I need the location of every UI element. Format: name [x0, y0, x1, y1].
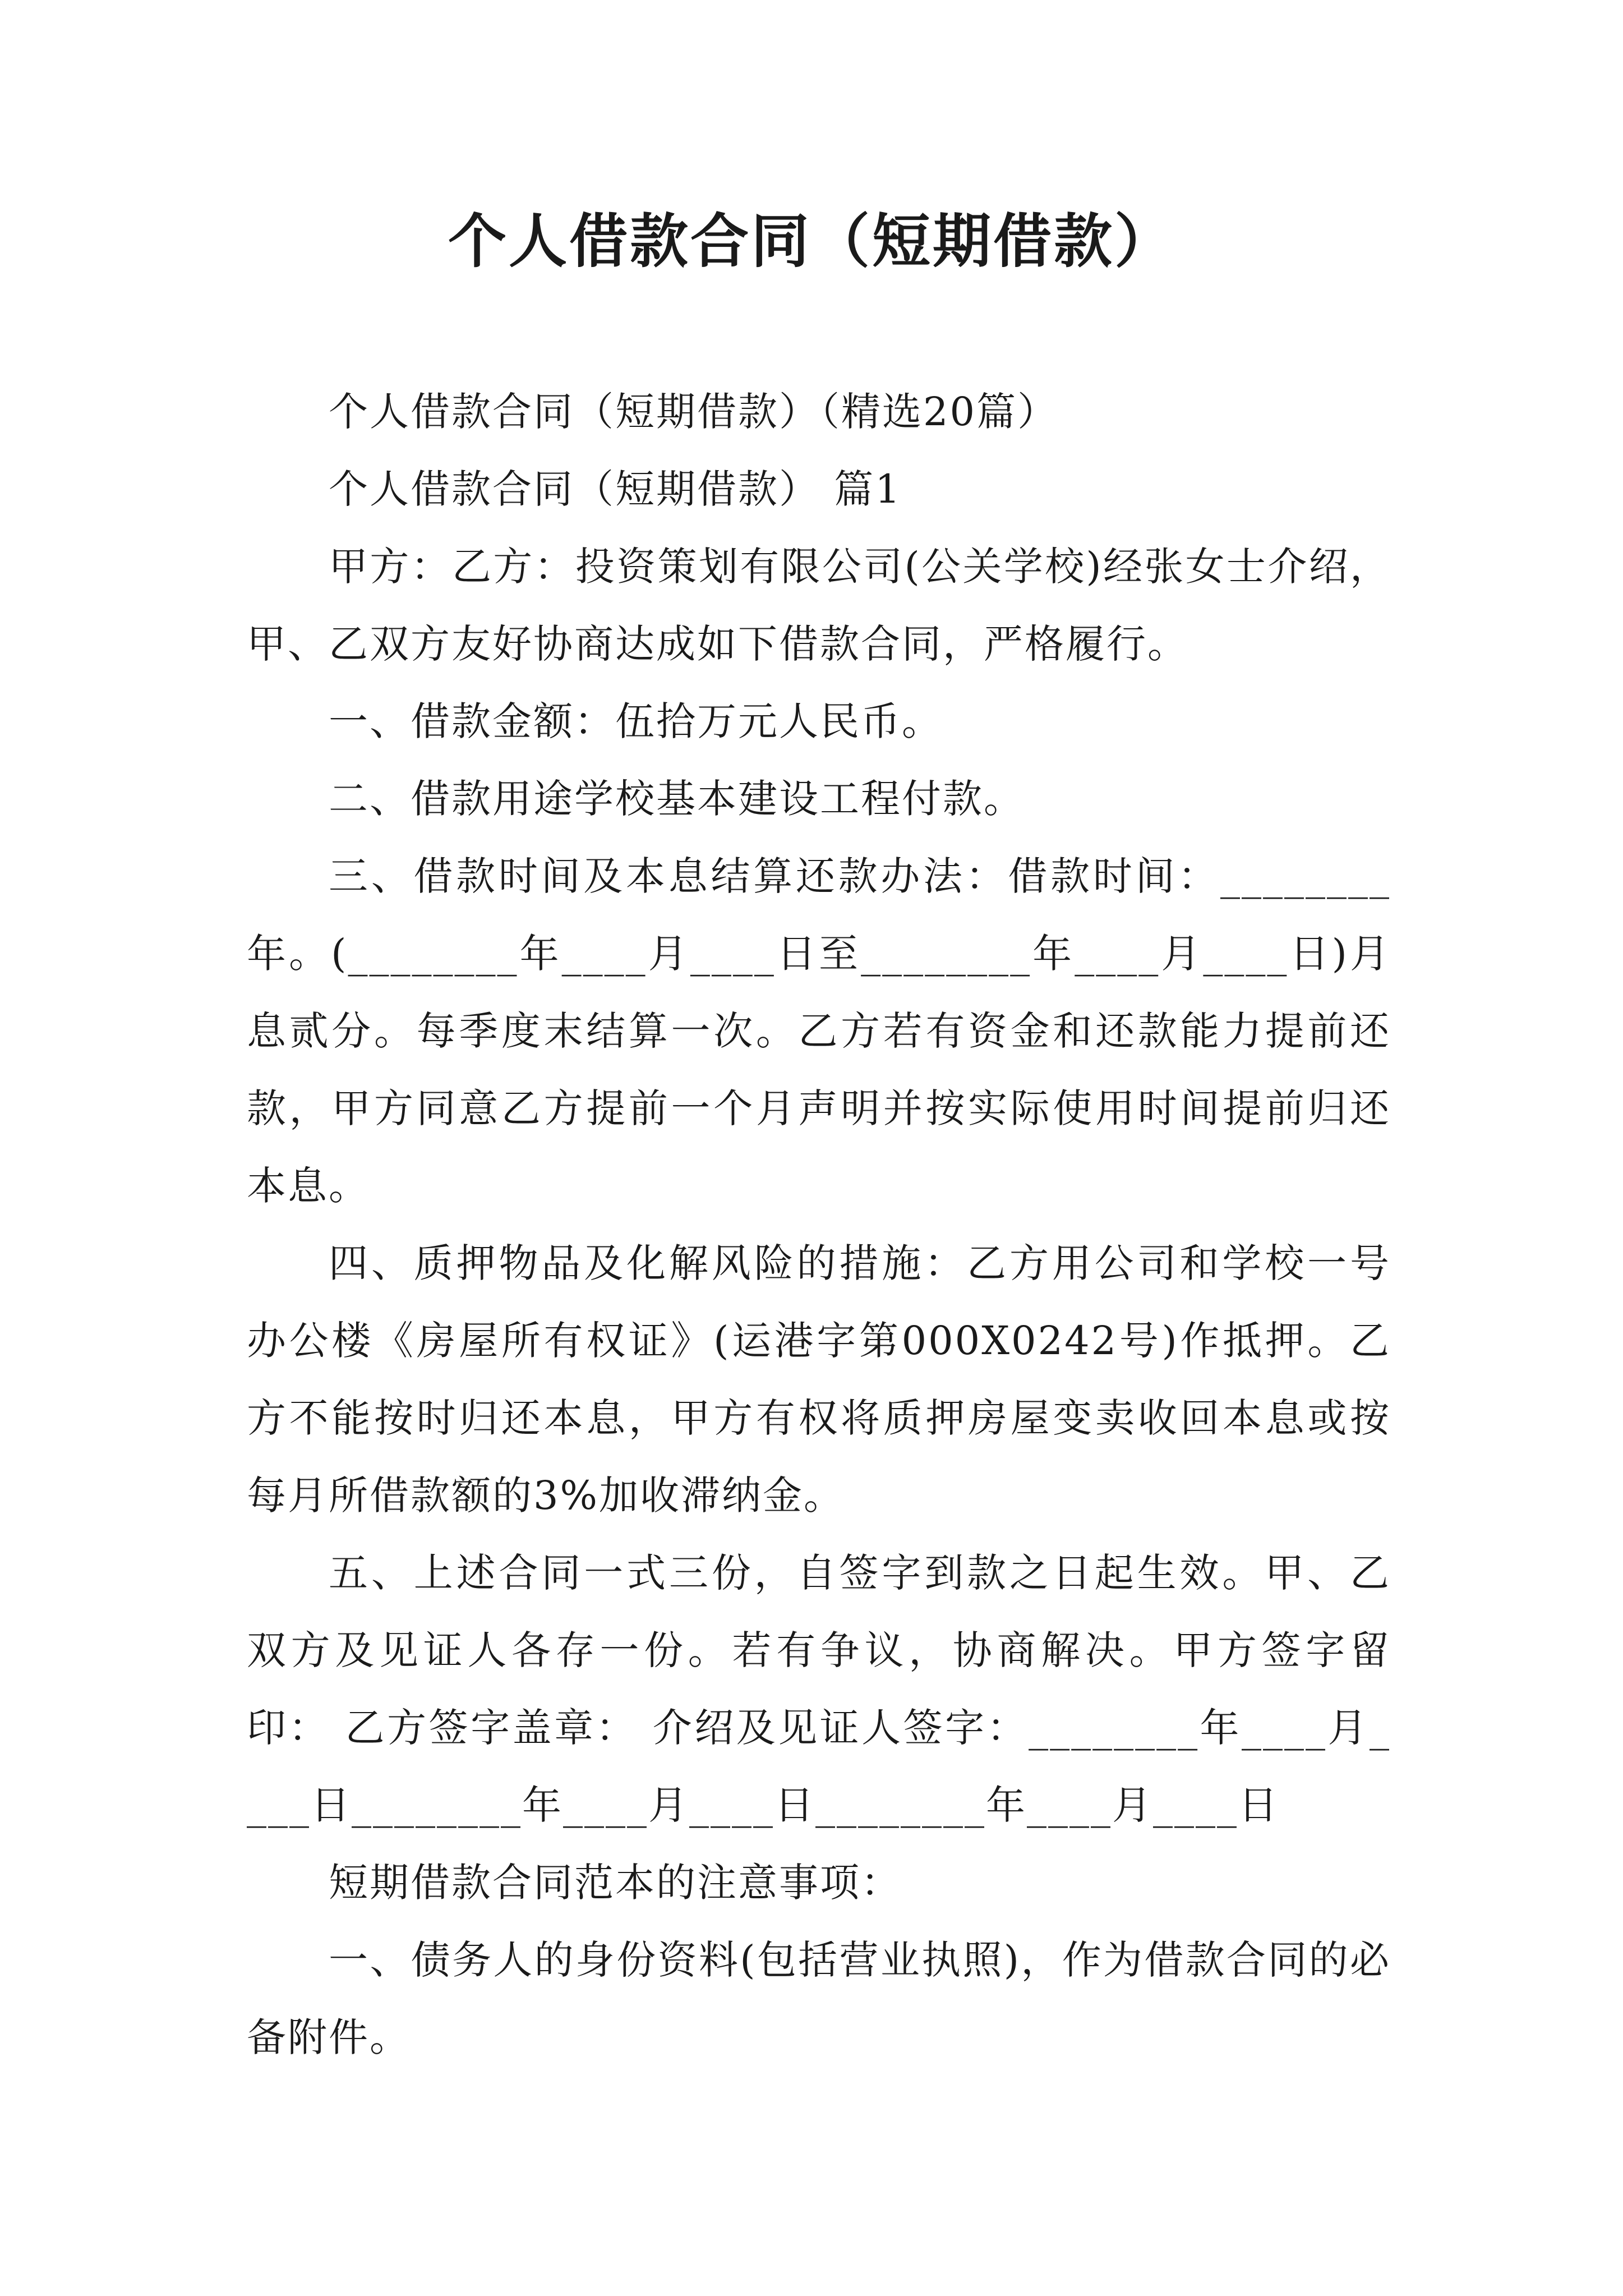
paragraph-section-heading: 个人借款合同（短期借款） 篇1 — [329, 466, 902, 512]
document-body — [247, 373, 1391, 2076]
paragraph-loan-amount: 一、借款金额：伍拾万元人民币。 — [329, 698, 943, 744]
document-title: 个人借款合同（短期借款） — [448, 206, 1175, 275]
paragraph-signatures: 五、上述合同一式三份，自签字到款之日起生效。甲、乙双方及见证人各存一份。若有争议，协商解决。甲方签字留印： 乙方签字盖章： 介绍及见证人签字：________年____月____日________年____月____日________年____月____日 — [247, 1550, 1391, 1828]
paragraph-collateral: 四、质押物品及化解风险的措施：乙方用公司和学校一号办公楼《房屋所有权证》(运港字第000X0242号)作抵押。乙方不能按时归还本息，甲方有权将质押房屋变卖收回本息或按每月所借款额的3%加收滞纳金。 — [247, 1240, 1391, 1519]
paragraph-parties: 甲方：乙方：投资策划有限公司(公关学校)经张女士介绍，甲、乙双方友好协商达成如下借款合同，严格履行。 — [247, 544, 1391, 667]
paragraph-notes-heading: 短期借款合同范本的注意事项： — [329, 1860, 902, 1906]
paragraph-note-1: 一、债务人的身份资料(包括营业执照)，作为借款合同的必备附件。 — [247, 1937, 1391, 2060]
paragraph-loan-purpose: 二、借款用途学校基本建设工程付款。 — [329, 776, 1025, 822]
paragraph-repayment-terms: 三、借款时间及本息结算还款办法：借款时间：________年。(________年____月____日至________年____月____日)月息贰分。每季度末结算一次。乙方若有资金和还款能力提前还款，甲方同意乙方提前一个月声明并按实际使用时间提前归还本息。 — [247, 853, 1391, 1209]
paragraph-collection-heading: 个人借款合同（短期借款）（精选20篇） — [329, 389, 1059, 435]
